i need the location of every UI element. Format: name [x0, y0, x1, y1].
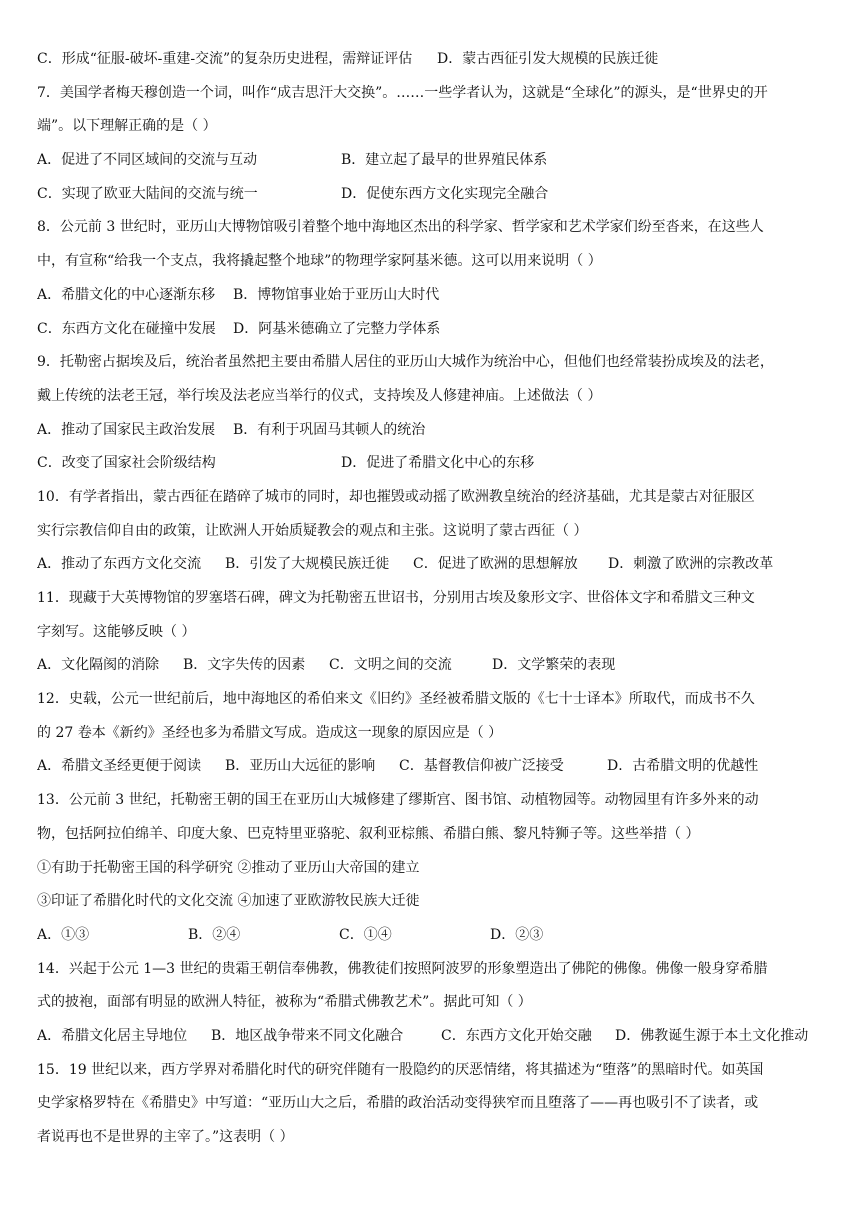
text-line: 8．公元前 3 世纪时，亚历山大博物馆吸引着整个地中海地区杰出的科学家、哲学家和艺术学家们纷至沓来，在这些人 [37, 219, 764, 236]
option-b: B．亚历山大远征的影响 [225, 758, 376, 775]
option-b: D．阿基米德确立了完整力学体系 [233, 320, 441, 337]
option-a: A．促进了不同区域间的交流与互动 [37, 152, 258, 169]
option-row [37, 919, 823, 953]
text-line: 12．史载，公元一世纪前后，地中海地区的希伯来文《旧约》圣经被希腊文版的《七十士译本》所取代，而成书不久 [37, 691, 755, 708]
option-c: C．①④ [339, 926, 392, 943]
option-row [37, 313, 823, 347]
option-row [37, 1020, 823, 1054]
option-row [37, 279, 823, 313]
option-b: D．促进了希腊文化中心的东移 [341, 455, 535, 472]
text-line: 中，有宣称“给我一个支点，我将撬起整个地球”的物理学家阿基米德。这可以用来说明（ ） [37, 253, 602, 270]
text-line: 7．美国学者梅天穆创造一个词，叫作“成吉思汗大交换”。……一些学者认为，这就是“全球化”的源头，是“世界史的开 [37, 84, 768, 101]
option-d: D．古希腊文明的优越性 [607, 758, 759, 775]
text-line: ①有助于托勒密王国的科学研究 ②推动了亚历山大帝国的建立 [37, 859, 420, 876]
text-line: 物，包括阿拉伯绵羊、印度大象、巴克特里亚骆驼、叙利亚棕熊、希腊白熊、黎凡特狮子等。这些举措（ ） [37, 825, 700, 842]
option-row [37, 414, 823, 448]
option-c: C．东西方文化开始交融 [441, 1027, 592, 1044]
text-line: 戴上传统的法老王冠，举行埃及法老应当举行的仪式，支持埃及人修建神庙。上述做法（ ） [37, 387, 602, 404]
text-line: 15．19 世纪以来，西方学界对希腊化时代的研究伴随有一股隐约的厌恶情绪，将其描述为“堕落”的黑暗时代。如英国 [37, 1061, 764, 1078]
option-a: A．文化隔阂的消除 [37, 657, 160, 674]
option-a: C．改变了国家社会阶级结构 [37, 455, 216, 472]
option-b: D．促使东西方文化实现完全融合 [341, 185, 549, 202]
option-a: C．实现了欧亚大陆间的交流与统一 [37, 185, 258, 202]
text-line: 式的披袍，面部有明显的欧洲人特征，被称为“希腊式佛教艺术”。据此可知（ ） [37, 994, 532, 1011]
option-a: A．希腊文圣经更便于阅读 [37, 758, 202, 775]
text-line: 字刻写。这能够反映（ ） [37, 623, 196, 640]
option-row [37, 649, 823, 683]
text-line: 14．兴起于公元 1—3 世纪的贵霜王朝信奉佛教，佛教徒们按照阿波罗的形象塑造出了佛陀的佛像。佛像一般身穿希腊 [37, 960, 768, 977]
option-c: C．基督教信仰被广泛接受 [399, 758, 564, 775]
option-d: D．②③ [490, 926, 544, 943]
option-b: B．博物馆事业始于亚历山大时代 [233, 286, 440, 303]
option-a: A．推动了国家民主政治发展 [37, 421, 216, 438]
text-line: 10．有学者指出，蒙古西征在踏碎了城市的同时，却也摧毁或动摇了欧洲教皇统治的经济基础，尤其是蒙古对征服区 [37, 488, 755, 505]
text-line: 者说再也不是世界的主宰了。”这表明（ ） [37, 1129, 294, 1145]
text-line: 实行宗教信仰自由的政策，让欧洲人开始质疑教会的观点和主张。这说明了蒙古西征（ ） [37, 522, 588, 539]
option-b: B．②④ [188, 926, 241, 943]
text-line: 的 27 卷本《新约》圣经也多为希腊文写成。造成这一现象的原因应是（ ） [37, 724, 503, 741]
option-a: A．推动了东西方文化交流 [37, 556, 202, 573]
option-b: B．文字失传的因素 [183, 657, 306, 674]
option-a: C．形成“征服-破坏-重建-交流”的复杂历史进程，需辩证评估 [37, 51, 413, 67]
option-a: A．希腊文化的中心逐渐东移 [37, 286, 216, 303]
option-b: B．地区战争带来不同文化融合 [211, 1027, 404, 1044]
text-line: ③印证了希腊化时代的文化交流 ④加速了亚欧游牧民族大迁徙 [37, 893, 420, 910]
option-row [37, 447, 823, 481]
text-line: 9．托勒密占据埃及后，统治者虽然把主要由希腊人居住的亚历山大城作为统治中心，但他们也经常装扮成埃及的法老， [37, 354, 774, 371]
option-b: B．有利于巩固马其顿人的统治 [233, 421, 426, 438]
option-a: C．东西方文化在碰撞中发展 [37, 320, 216, 337]
option-b: D．蒙古西征引发大规模的民族迁徙 [437, 51, 659, 67]
option-d: D．佛教诞生源于本土文化推动 [615, 1027, 809, 1044]
option-b: B．引发了大规模民族迁徙 [225, 556, 390, 573]
option-c: C．促进了欧洲的思想解放 [413, 556, 578, 573]
text-line: 史学家格罗特在《希腊史》中写道：“亚历山大之后，希腊的政治活动变得狭窄而且堕落了——再也吸引不了读者，或 [37, 1095, 759, 1112]
option-d: D．文学繁荣的表现 [492, 657, 616, 674]
option-row [37, 144, 823, 178]
option-b: B．建立起了最早的世界殖民体系 [341, 152, 548, 169]
option-row [37, 750, 823, 784]
text-line: 11．现藏于大英博物馆的罗塞塔石碑，碑文为托勒密五世诏书，分别用古埃及象形文字、世俗体文字和希腊文三种文 [37, 590, 755, 606]
option-row [37, 43, 823, 77]
exam-page [37, 43, 823, 1155]
option-row [37, 178, 823, 212]
option-c: C．文明之间的交流 [329, 657, 452, 674]
option-d: D．刺激了欧洲的宗教改革 [608, 556, 774, 573]
text-line: 端”。以下理解正确的是（ ） [37, 118, 217, 135]
option-row [37, 548, 823, 582]
text-line: 13．公元前 3 世纪，托勒密王朝的国王在亚历山大城修建了缪斯宫、图书馆、动植物园等。动物园里有许多外来的动 [37, 792, 759, 809]
option-a: A．①③ [37, 926, 90, 943]
option-a: A．希腊文化居主导地位 [37, 1027, 188, 1044]
